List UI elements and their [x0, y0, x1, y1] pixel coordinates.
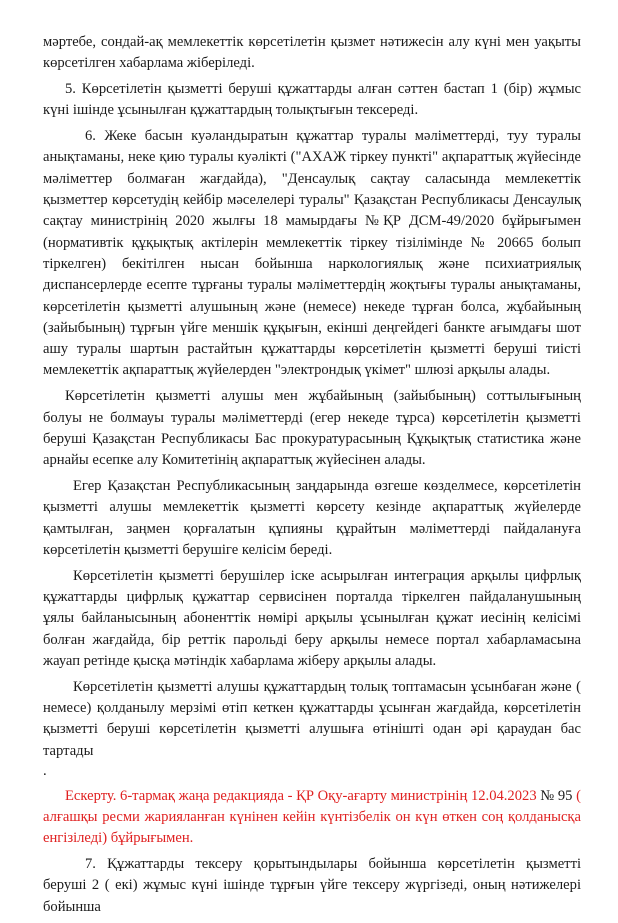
paragraph-consent: Егер Қазақстан Республикасының заңдарында өзгеше көзделмесе, көрсетілетін қызметті алушы мемлекеттік қызметті көрсету кезінде ақпараттық жүйелерде қамтылған, заңмен қорғалатын құпияны құрайтын мәліметтерді пайдалануға көрсетілетін қызметті берушіге келісім береді.	[43, 477, 581, 558]
paragraph-continuation: мәртебе, сондай-ақ мемлекеттік көрсетілетін қызмет нәтижесін алу күні мен уақыты көрсетілген хабарлама жіберіледі.	[43, 34, 581, 72]
paragraph-item-5: 5. Көрсетілетін қызметті беруші құжаттарды алған сәттен бастап 1 (бір) жұмыс күні ішінде ұсынылған құжаттардың толықтығын тексереді.	[43, 81, 581, 119]
order-number: № 95	[540, 787, 573, 804]
paragraph-digital-documents: Көрсетілетін қызметті берушілер іске асырылған интеграция арқылы цифрлық құжаттарды цифрлық құжаттар сервисінен порталда тіркелген пайдаланушының ұялы байланысының абоненттік нөмірі арқылы ұсынылған құжат иесінің келісімі болған жағдайда, бір реттік парольді беру арқылы немесе портал хабарламасына жауап ретінде қысқа мәтіндік хабарлама жіберу арқылы алады.	[43, 567, 581, 669]
stray-dot: .	[43, 762, 47, 779]
amendment-note-tail: ( алғашқы ресми жарияланған күнінен кейін күнтізбелік он күн өткен соң қолданысқа енгізіледі) бұйрығымен.	[43, 787, 581, 847]
paragraph-refusal: Көрсетілетін қызметті алушы құжаттардың толық топтамасын ұсынбаған және ( немесе) қолданылу мерзімі өтіп кеткен құжаттарды ұсынған жағдайда, көрсетілетін қызметті беруші көрсетілетін қызметті алушыға өтінішті одан әрі қараудан бас тартады	[43, 678, 581, 759]
amendment-note[interactable]	[43, 786, 581, 850]
paragraph-item-7: 7. Құжаттарды тексеру қорытындылары бойынша көрсетілетін қызметті беруші 2 ( екі) жұмыс күні ішінде тұрғын үйге тексеру жүргізеді, оның нәтижелері бойынша	[43, 856, 581, 915]
amendment-note-text[interactable]: Ескерту. 6-тармақ жаңа редакцияда - ҚР Оқу-ағарту министрінің 12.04.2023	[65, 787, 537, 804]
paragraph-criminal-record: Көрсетілетін қызметті алушы мен жұбайының (зайыбының) соттылығының болуы не болмауы туралы мәліметтерді (егер некеде тұрса) көрсетілетін қызметті беруші Қазақстан Республикасы Бас прокуратурасының Құқықтық статистика және арнайы есепке алу Комитетінің ақпараттық жүйесінен алады.	[43, 388, 581, 469]
document-page	[43, 32, 581, 923]
paragraph-item-6: 6. Жеке басын куәландыратын құжаттар туралы мәліметтерді, туу туралы анықтаманы, неке қию туралы куәлікті ("АХАЖ тіркеу пункті" ақпараттық жүйесінде мәліметтер болмаған жағдайда), "Денсаулық сақтау саласында мемлекеттік қызметтер көрсетудің кейбір мәселелері туралы" Қазақстан Республикасы Денсаулық сақтау министрінің 2020 жылғы 18 мамырдағы №ҚР ДСМ-49/2020 бұйрығымен (нормативтік құқықтық актілерін мемлекеттік тіркеу тізілімінде № 20665 болып тіркелген) бекітілген нысан бойынша наркологиялық және психиатриялық диспансерлерде есепте тұрғаны туралы мәліметтердің жоқтығы туралы анықтаманы, көрсетілетін қызметті алушының және (немесе) некеде тұрған болса, жұбайының (зайыбының) тұрғын үйге меншік құқығын, екінші деңгейдегі банкте ағымдағы шот ашу туралы шартын растайтын құжаттарды көрсетілетін қызметті беруші тиісті мемлекеттік ақпараттық жүйелерден "электрондық үкімет" шлюзі арқылы алады.	[43, 128, 581, 379]
